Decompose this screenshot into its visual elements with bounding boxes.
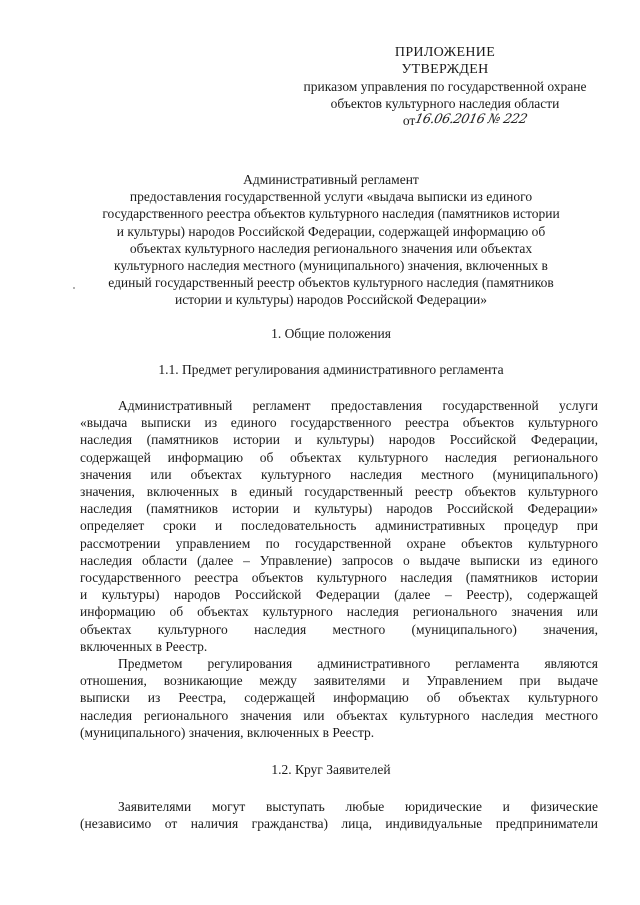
- paragraph-line: государственного реестра объектов культурного наследия (памятников истории: [80, 570, 598, 586]
- paragraph-line: значения или объектах культурного наследия местного (муниципального): [80, 466, 598, 482]
- paragraph-line: рассмотрении управлением по государственной охране объектов культурного: [80, 535, 598, 551]
- paragraph-line: выписки из Реестра, содержащей информацию об объектах культурного: [80, 690, 598, 706]
- paragraph-line: «выдача выписки из единого государственного реестра объектов культурного: [80, 415, 598, 431]
- approval-date-line: [250, 112, 640, 132]
- paragraph-line: объектах культурного наследия местного (муниципального) значения,: [80, 621, 598, 637]
- paragraph-line: Заявителями могут выступать любые юридические и физические: [118, 799, 598, 814]
- title-line: истории и культуры) народов Российской Федерации»: [174, 292, 488, 308]
- section-heading-general: 1. Общие положения: [271, 326, 391, 341]
- title-line: государственного реестра объектов культурного наследия (памятников истории: [102, 206, 560, 222]
- approved-heading: УТВЕРЖДЕН: [401, 62, 489, 77]
- paragraph-line: (муниципального) значения, включенных в Реестр.: [80, 724, 375, 740]
- section-heading-applicants: 1.2. Круг Заявителей: [271, 762, 391, 777]
- paragraph-line: Административный регламент предоставления государственной услуги: [118, 398, 598, 413]
- paragraph-regulation-subject: [80, 655, 598, 741]
- approval-order-line-2: объектов культурного наследия области: [330, 96, 560, 111]
- approval-stamp-block: [250, 44, 640, 132]
- paragraph-applicants: [80, 798, 598, 832]
- paragraph-line: информацию об объектах культурного наследия регионального значения или: [80, 604, 598, 620]
- paragraph-line: включенных в Реестр.: [80, 638, 208, 654]
- approval-order-line-1: приказом управления по государственной охране: [303, 79, 587, 94]
- section-heading-subject: 1.1. Предмет регулирования административного регламента: [158, 362, 504, 377]
- regulation-title: [64, 171, 598, 309]
- paragraph-line: (независимо от наличия гражданства) лица, индивидуальные предприниматели: [80, 816, 598, 832]
- paragraph-line: наследия (памятников истории и культуры) народов Российской Федерации,: [80, 432, 598, 448]
- title-line: предоставления государственной услуги «выдача выписки из единого: [129, 189, 533, 205]
- title-line: Административный регламент: [243, 172, 419, 187]
- date-prefix: от: [402, 113, 416, 128]
- handwritten-date-number: 16.06.2016 № 222: [413, 112, 529, 127]
- paragraph-line: и культуры) народов Российской Федерации (далее – Реестр), содержащей: [80, 587, 598, 603]
- paragraph-line: содержащей информацию об объектах культурного наследия регионального: [80, 449, 598, 465]
- title-line: единый государственный реестр объектов культурного наследия (памятников: [108, 275, 554, 291]
- title-line: и культуры) народов Российской Федерации, содержащей информацию об: [116, 223, 546, 239]
- paragraph-line: отношения, возникающие между заявителями и Управлением при выдаче: [80, 673, 598, 689]
- scan-dot: [73, 287, 75, 289]
- title-line: объектах культурного наследия регионального значения или объектах: [129, 240, 533, 256]
- paragraph-line: значения, включенных в единый государственный реестр объектов культурного: [80, 484, 598, 500]
- title-line: культурного наследия местного (муниципального) значения, включенных в: [114, 258, 548, 274]
- paragraph-line: наследия (памятников истории и культуры) народов Российской Федерации»: [80, 501, 598, 517]
- paragraph-line: наследия регионального значения или объектах культурного наследия местного: [80, 707, 598, 723]
- paragraph-line: определяет сроки и последовательность административных процедур при: [80, 518, 598, 534]
- appendix-heading: ПРИЛОЖЕНИЕ: [394, 45, 496, 60]
- paragraph-line: Предметом регулирования административного регламента являются: [118, 656, 598, 671]
- paragraph-line: наследия области (далее – Управление) запросов о выдаче выписки из единого: [80, 552, 598, 568]
- paragraph-regulation-scope: [80, 397, 598, 655]
